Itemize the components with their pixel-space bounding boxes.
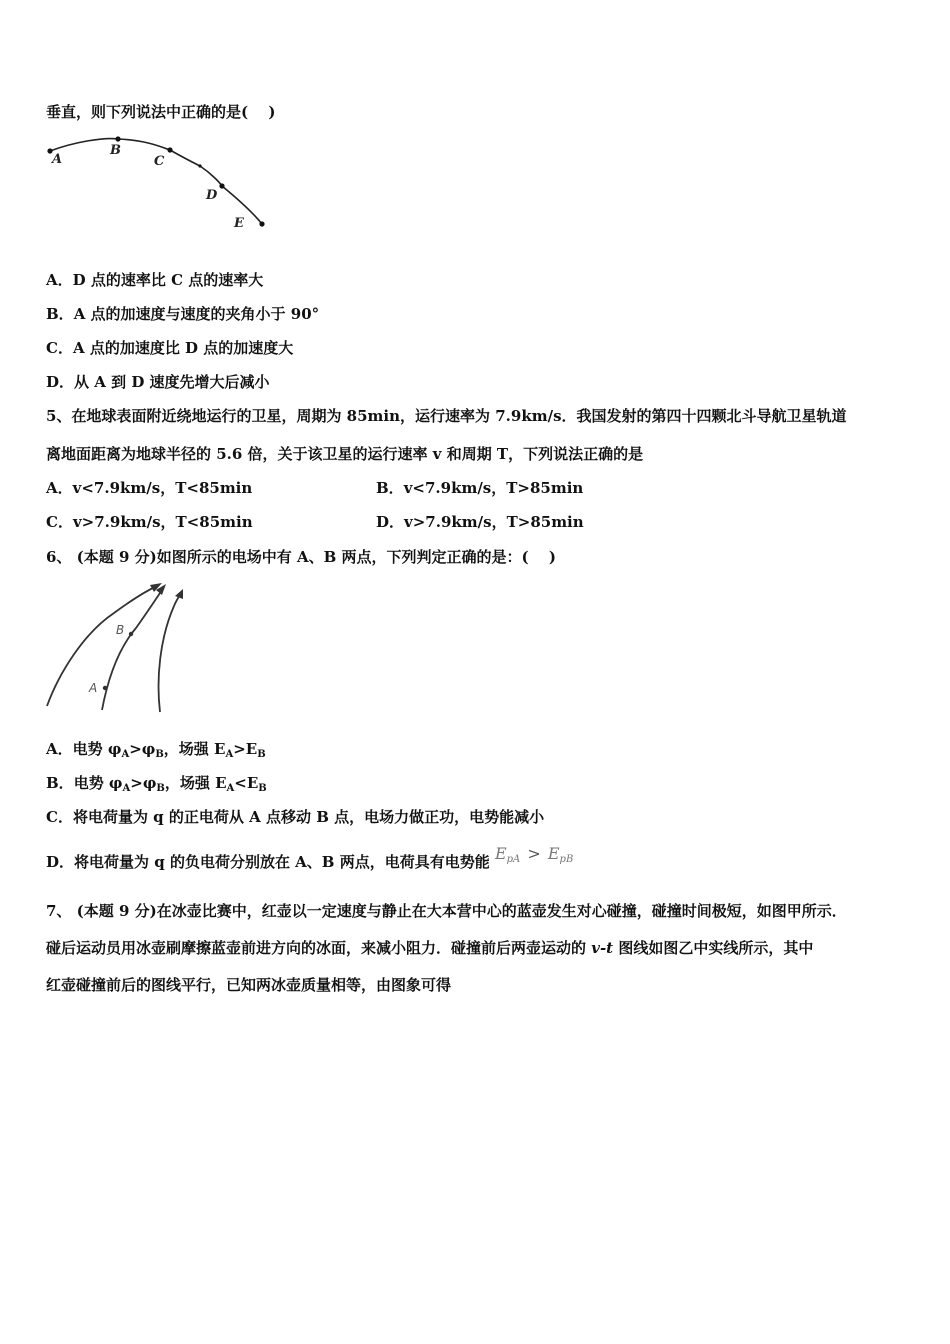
point-b bbox=[115, 136, 120, 141]
field-line-left bbox=[47, 586, 157, 706]
q6-option-c: C．将电荷量为 q 的正电荷从 A 点移动 B 点，电场力做正功，电势能减小 bbox=[46, 808, 545, 826]
q5-option-b: B．v<7.9km/s，T>85min bbox=[376, 479, 584, 497]
q7-stem-line3: 红壶碰撞前后的图线平行，已知两冰壶质量相等，由图象可得 bbox=[46, 976, 452, 994]
point-mid bbox=[198, 164, 201, 167]
q6-stem: 6、 (本题 9 分)如图所示的电场中有 A、B 两点，下列判定正确的是：( ) bbox=[46, 548, 556, 566]
electric-field-figure bbox=[44, 578, 194, 718]
q4-option-d: D．从 A 到 D 速度先增大后减小 bbox=[46, 373, 270, 391]
field-label-b: B bbox=[116, 623, 125, 637]
q7-stem-line2: 碰后运动员用冰壶刷摩擦蓝壶前进方向的冰面，来减小阻力．碰撞前后两壶运动的 v-t 图线如图乙中实线所示，其中 bbox=[46, 939, 814, 957]
q5-stem-line1: 5、在地球表面附近绕地运行的卫星，周期为 85min，运行速率为 7.9km/s．我国发射的第四十四颗北斗导航卫星轨道 bbox=[46, 407, 847, 425]
q6-option-a: A．电势 $\varphi_A>\varphi_B$，场强 $E_A>E_B$ bbox=[46, 740, 266, 760]
arrowhead-right bbox=[175, 589, 183, 599]
point-d bbox=[219, 183, 224, 188]
q5-option-a: A．v<7.9km/s，T<85min bbox=[46, 479, 253, 497]
label-c: C bbox=[154, 154, 165, 169]
q7-stem-line1: 7、 (本题 9 分)在冰壶比赛中，红壶以一定速度与静止在大本营中心的蓝壶发生对心碰撞，碰撞时间极短，如图甲所示． bbox=[46, 902, 847, 920]
field-label-a: A bbox=[89, 681, 98, 695]
point-c bbox=[167, 147, 172, 152]
q5-option-d: D．v>7.9km/s，T>85min bbox=[376, 513, 584, 531]
field-line-right bbox=[159, 595, 180, 712]
point-b-field bbox=[129, 632, 133, 636]
trajectory-figure bbox=[44, 132, 274, 232]
q5-stem-line2: 离地面距离为地球半径的 5.6 倍，关于该卫星的运行速率 v 和周期 T，下列说法正确的是 bbox=[46, 445, 644, 463]
label-a: A bbox=[52, 152, 63, 167]
q4-option-b: B．A 点的加速度与速度的夹角小于 90° bbox=[46, 305, 320, 323]
q4-option-a: A．D 点的速率比 C 点的速率大 bbox=[46, 271, 264, 289]
label-e: E bbox=[234, 216, 244, 231]
trajectory-curve bbox=[50, 139, 262, 224]
potential-energy-inequality: $E_{pA} > E_{pB}$ bbox=[494, 844, 574, 865]
q4-stem-tail: 垂直，则下列说法中正确的是( ) bbox=[46, 103, 276, 121]
label-d: D bbox=[206, 188, 218, 203]
label-b: B bbox=[110, 143, 121, 158]
point-a-field bbox=[103, 686, 107, 690]
q6-option-d: D．将电荷量为 q 的负电荷分别放在 A、B 两点，电荷具有电势能 $E_{pA} > E_{pB}$ bbox=[46, 844, 574, 871]
field-line-middle bbox=[102, 590, 162, 710]
q6-option-b: B．电势 $\varphi_A>\varphi_B$，场强 $E_A<E_B$ bbox=[46, 774, 267, 794]
q5-option-c: C．v>7.9km/s，T<85min bbox=[46, 513, 253, 531]
point-e bbox=[259, 221, 264, 226]
q4-option-c: C．A 点的加速度比 D 点的加速度大 bbox=[46, 339, 294, 357]
